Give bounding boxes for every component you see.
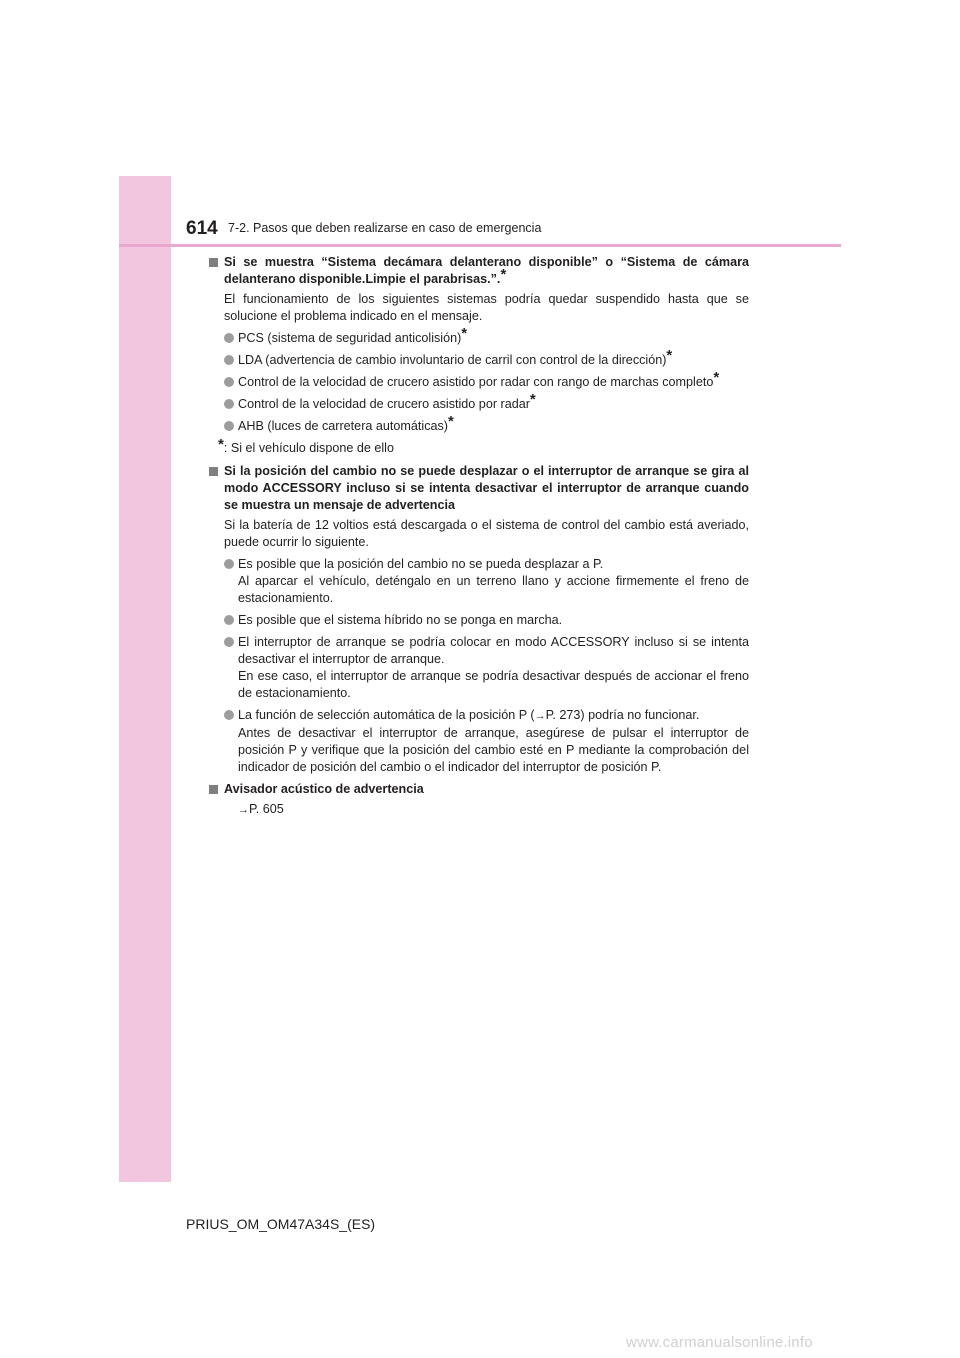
round-bullet-icon [224,710,234,720]
arrow-right-icon: → [238,804,249,816]
document-code: PRIUS_OM_OM47A34S_(ES) [186,1216,376,1232]
page-reference[interactable]: →P. 605 [238,802,284,816]
round-bullet-icon [224,637,234,647]
round-bullet-icon [224,377,234,387]
round-bullet-icon [224,399,234,409]
asterisk-mark: * [218,436,224,453]
side-color-band [119,176,171,1182]
round-bullet-icon [224,421,234,431]
page-link[interactable]: P. 273) podría no funcionar. [545,708,700,722]
section-heading-camera: Si se muestra “Sistema decámara delanterano disponible” o “Sistema de cámara delanterano disponible.Limpie el parabrisas.”.* [209,254,749,288]
round-bullet-icon [224,333,234,343]
list-item: PCS (sistema de seguridad anticolisión)* [209,330,749,347]
list-item: Es posible que la posición del cambio no se pueda desplazar a P. Al aparcar el vehículo, deténgalo en un terreno llano y accione firmemente el freno de estacionamiento. [209,556,749,607]
footnote: *: Si el vehículo dispone de ello [218,436,394,455]
asterisk-mark: * [447,413,454,430]
asterisk-mark: * [666,347,673,364]
section-intro: El funcionamiento de los siguientes sistemas podría quedar suspendido hasta que se solucione el problema indicado en el mensaje. [224,292,749,323]
asterisk-mark: * [500,266,507,283]
list-item: LDA (advertencia de cambio involuntario de carril con control de la dirección)* [209,352,749,369]
page-number: 614 [186,218,218,239]
list-item: AHB (luces de carretera automáticas)* [209,418,749,435]
round-bullet-icon [224,559,234,569]
list-item: La función de selección automática de la posición P (→P. 273) podría no funcionar. Antes de desactivar el interruptor de arranque, asegúrese de pulsar el interruptor de posición P y verifique que la posición del cambio esté en P mediante la comprobación del indicador de posición del cambio o el indicador del interruptor de posición P. [209,707,749,776]
site-watermark: www.carmanualsonline.info [626,1334,813,1351]
section-intro: Si la batería de 12 voltios está descargada o el sistema de control del cambio está averiado, puede ocurrir lo siguiente. [224,518,749,549]
square-bullet-icon [209,467,218,476]
list-item: Es posible que el sistema híbrido no se ponga en marcha. [209,612,749,629]
header-rule [119,244,841,247]
section-heading-shift: Si la posición del cambio no se puede desplazar o el interruptor de arranque se gira al modo ACCESSORY incluso si se intenta desactivar el interruptor de arranque cuando se muestra un mensaje de advertencia [209,463,749,514]
page-content [209,254,749,819]
round-bullet-icon [224,615,234,625]
section-heading-buzzer: Avisador acústico de advertencia [209,781,749,798]
asterisk-mark: * [713,369,720,386]
round-bullet-icon [224,355,234,365]
asterisk-mark: * [461,325,468,342]
square-bullet-icon [209,785,218,794]
list-item: Control de la velocidad de crucero asistido por radar con rango de marchas completo* [209,374,749,391]
list-item: El interruptor de arranque se podría colocar en modo ACCESSORY incluso si se intenta desactivar el interruptor de arranque. En ese caso, el interruptor de arranque se podría desactivar después de accionar el freno de estacionamiento. [209,634,749,702]
arrow-right-icon: → [534,710,546,722]
asterisk-mark: * [529,391,536,408]
chapter-title: 7-2. Pasos que deben realizarse en caso de emergencia [228,221,542,235]
list-item: Control de la velocidad de crucero asistido por radar* [209,396,749,413]
square-bullet-icon [209,258,218,267]
